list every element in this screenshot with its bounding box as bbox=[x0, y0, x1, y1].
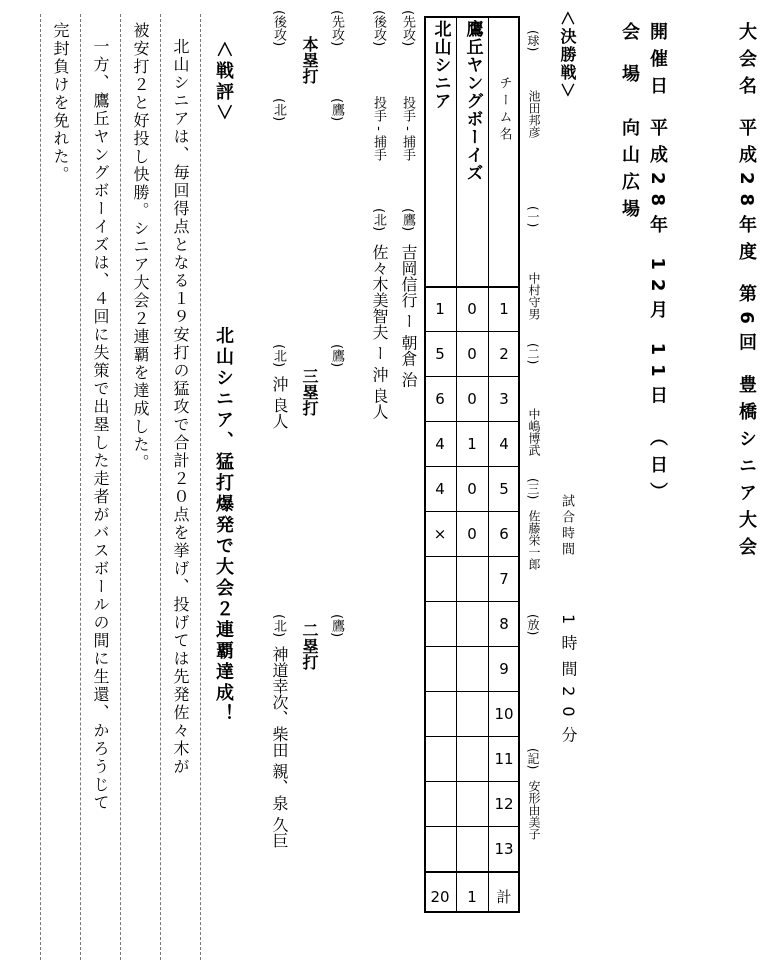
triple-second-players: 沖 良人 bbox=[270, 376, 289, 430]
ruled-line bbox=[120, 14, 121, 960]
score-cell-home bbox=[424, 826, 456, 871]
hits-side-second: (後攻) bbox=[271, 10, 286, 47]
score-cell-away bbox=[456, 826, 488, 871]
umpire-role: (一) bbox=[526, 206, 540, 228]
home-run-second-mark: (北) bbox=[271, 98, 286, 122]
review-headline: 北山シニア、猛打爆発で大会２連覇達成！ bbox=[213, 326, 234, 725]
score-cell-home bbox=[424, 556, 456, 601]
battery-mark-second: (北) bbox=[371, 208, 386, 232]
triple-label: 三塁打 bbox=[300, 368, 319, 416]
double-label: 二塁打 bbox=[300, 622, 319, 670]
triple-first-mark: (鷹) bbox=[329, 344, 344, 368]
ruled-line bbox=[200, 14, 201, 960]
triple-second-mark: (北) bbox=[271, 344, 286, 368]
score-cell-away: 0 bbox=[467, 389, 477, 408]
score-cell-home: 4 bbox=[435, 479, 445, 498]
score-cell-away bbox=[456, 781, 488, 826]
review-title: ＜戦評＞ bbox=[213, 40, 234, 124]
score-cell-away: 1 bbox=[467, 434, 477, 453]
double-first-mark: (鷹) bbox=[329, 614, 344, 638]
game-time-label: 試合時間 bbox=[559, 494, 574, 558]
score-cell-home bbox=[424, 691, 456, 736]
battery-side-second: (後攻) bbox=[371, 10, 386, 47]
score-cell-away bbox=[456, 646, 488, 691]
inning-number: 2 bbox=[499, 344, 509, 363]
score-cell-away bbox=[456, 556, 488, 601]
score-cell-home bbox=[424, 736, 456, 781]
team-name-home: 北山シニア bbox=[430, 20, 451, 110]
score-cell-home: 4 bbox=[435, 434, 445, 453]
review-para1-line1: 北山シニアは、毎回得点となる１９安打の猛攻で合計２０点を挙げ、投げては先発佐々木が bbox=[171, 38, 190, 776]
inning-number: 9 bbox=[499, 659, 509, 678]
date-value: 平成28年 12月 11日 （日） bbox=[647, 118, 668, 509]
score-cell-home bbox=[424, 781, 456, 826]
inning-number: 5 bbox=[499, 479, 509, 498]
double-second-mark: (北) bbox=[271, 614, 286, 638]
umpire-role: (二) bbox=[526, 343, 540, 365]
team-name-away: 鷹丘ヤングボーイズ bbox=[462, 20, 483, 182]
total-home: 20 bbox=[430, 887, 450, 906]
inning-number: 12 bbox=[494, 794, 514, 813]
inning-number: 7 bbox=[499, 569, 509, 588]
inning-number: 13 bbox=[494, 839, 514, 858]
inning-number: 11 bbox=[494, 749, 514, 768]
score-cell-home: 5 bbox=[435, 344, 445, 363]
tournament-label: 大会名 bbox=[736, 22, 757, 103]
inning-number: 3 bbox=[499, 389, 509, 408]
battery-players-second: 佐々木美智夫 ー 沖 良人 bbox=[370, 244, 389, 420]
battery-positions-second: 投手 - 捕手 bbox=[371, 96, 386, 161]
score-cell-home: 1 bbox=[435, 299, 445, 318]
score-cell-away: 0 bbox=[467, 479, 477, 498]
team-header: チーム名 bbox=[496, 76, 512, 144]
home-run-label: 本塁打 bbox=[300, 36, 319, 84]
score-cell-away bbox=[456, 691, 488, 736]
umpire-role: (記) bbox=[526, 748, 540, 770]
umpire-name: 中村守男 bbox=[527, 272, 541, 320]
score-cell-away: 0 bbox=[467, 344, 477, 363]
game-time-value: 1時間20分 bbox=[559, 614, 578, 753]
venue-label: 会 場 bbox=[619, 22, 640, 92]
review-para1-line2: 被安打２と好投し快勝。シニア大会２連覇を達成した。 bbox=[131, 22, 150, 472]
score-table bbox=[424, 16, 520, 913]
inning-number: 4 bbox=[499, 434, 509, 453]
score-cell-away bbox=[456, 601, 488, 646]
hits-side-first: (先攻) bbox=[329, 10, 344, 47]
score-cell-away: 0 bbox=[467, 524, 477, 543]
score-cell-home: × bbox=[433, 524, 447, 543]
review-para2-line1: 一方、鷹丘ヤングボーイズは、４回に失策で出塁した走者がバスボールの間に生還、かろうじて bbox=[91, 38, 110, 812]
battery-positions-first: 投手 - 捕手 bbox=[400, 96, 415, 161]
umpire-name: 佐藤栄一郎 bbox=[527, 510, 541, 570]
battery-side-first: (先攻) bbox=[400, 10, 415, 47]
total-away: 1 bbox=[467, 887, 477, 906]
inning-number: 10 bbox=[494, 704, 514, 723]
umpire-role: (放) bbox=[526, 614, 540, 636]
score-cell-away: 0 bbox=[467, 299, 477, 318]
inning-number: 1 bbox=[499, 299, 509, 318]
date-label: 開催日 bbox=[647, 22, 668, 103]
umpire-name: 安形由美子 bbox=[527, 780, 541, 840]
umpire-name: 池田邦彦 bbox=[527, 90, 541, 138]
inning-number: 6 bbox=[499, 524, 509, 543]
venue-value: 向山広場 bbox=[619, 118, 640, 226]
review-para2-line2: 完封負けを免れた。 bbox=[51, 22, 70, 184]
umpire-name: 中嶋博武 bbox=[527, 408, 541, 456]
tournament-name: 平成28年度 第6回 豊橋シニア大会 bbox=[736, 118, 757, 565]
score-cell-home: 6 bbox=[435, 389, 445, 408]
umpire-role: (三) bbox=[526, 478, 540, 500]
ruled-line bbox=[80, 14, 81, 960]
battery-players-first: 吉岡信行 ー 朝倉 治 bbox=[399, 244, 418, 388]
score-cell-home bbox=[424, 646, 456, 691]
home-run-first-mark: (鷹) bbox=[329, 98, 344, 122]
score-cell-away bbox=[456, 736, 488, 781]
inning-number: 8 bbox=[499, 614, 509, 633]
umpire-role: (球) bbox=[526, 30, 540, 52]
battery-mark-first: (鷹) bbox=[400, 208, 415, 232]
double-second-players: 神道幸次、柴田 親、泉 久巨 bbox=[270, 646, 289, 849]
ruled-line bbox=[160, 14, 161, 960]
final-title: ＜決勝戦＞ bbox=[558, 10, 577, 101]
total-label: 計 bbox=[496, 888, 512, 906]
ruled-line bbox=[40, 14, 41, 960]
score-cell-home bbox=[424, 601, 456, 646]
